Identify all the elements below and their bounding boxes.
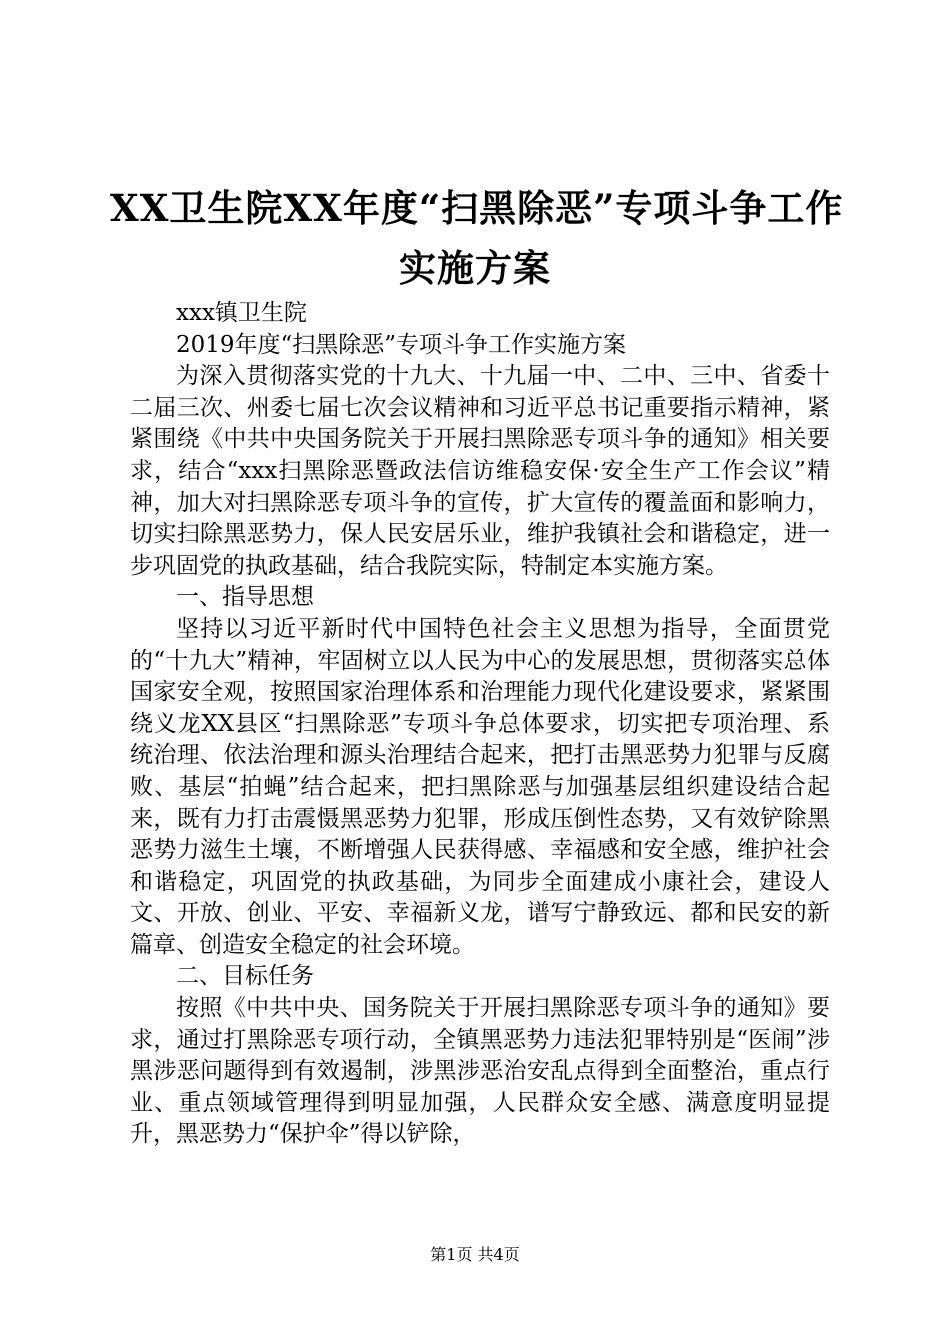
paragraph-issuer: xxx镇卫生院 bbox=[176, 300, 307, 326]
document-body bbox=[130, 298, 830, 1151]
document-title-line-2: 实施方案 bbox=[399, 246, 551, 290]
paragraph-guiding-ideology: 坚持以习近平新时代中国特色社会主义思想为指导，全面贯党的“十九大”精神，牢固树立以人民为中心的发展思想，贯彻落实总体国家安全观，按照国家治理体系和治理能力现代化建设要求，紧紧围绕义龙XX县区“扫黑除恶”专项斗争总体要求，切实把专项治理、系统治理、依法治理和源头治理结合起来，把打击黑恶势力犯罪与反腐败、基层“拍蝇”结合起来，把扫黑除恶与加强基层组织建设结合起来，既有力打击震慑黑恶势力犯罪，形成压倒性态势，又有效铲除黑恶势力滋生土壤，不断增强人民获得感、幸福感和安全感，维护社会和谐稳定，巩固党的执政基础，为同步全面建成小康社会，建设人文、开放、创业、平安、幸福新义龙，谱写宁静致远、都和民安的新篇章、创造安全稳定的社会环境。 bbox=[130, 615, 830, 958]
document-title-line-1: XX卫生院XX年度“扫黑除恶”专项斗争工作 bbox=[110, 186, 844, 230]
section-heading-objectives: 二、目标任务 bbox=[176, 963, 314, 990]
paragraph-objectives: 按照《中共中央、国务院关于开展扫黑除恶专项斗争的通知》要求，通过打黑除恶专项行动，全镇黑恶势力违法犯罪特别是“医闹”涉黑涉恶问题得到有效遏制，涉黑涉恶治安乱点得到全面整治，重点行业、重点领域管理得到明显加强，人民群众安全感、满意度明显提升，黑恶势力“保护伞”得以铲除， bbox=[130, 995, 830, 1148]
section-heading-guiding-ideology: 一、指导思想 bbox=[176, 584, 314, 611]
paragraph-subtitle: 2019年度“扫黑除恶”专项斗争工作实施方案 bbox=[176, 331, 627, 358]
paragraph-intro: 为深入贯彻落实党的十九大、十九届一中、二中、三中、省委十二届三次、州委七届七次会议精神和习近平总书记重要指示精神，紧紧围绕《中共中央国务院关于开展扫黑除恶专项斗争的通知》相关要求，结合“xxx扫黑除恶暨政法信访维稳安保·安全生产工作会议”精神，加大对扫黑除恶专项斗争的宣传，扩大宣传的覆盖面和影响力，切实扫除黑恶势力，保人民安居乐业，维护我镇社会和谐稳定，进一步巩固党的执政基础，结合我院实际，特制定本实施方案。 bbox=[130, 363, 830, 579]
page-footer: 第1页 共4页 bbox=[430, 1245, 520, 1264]
